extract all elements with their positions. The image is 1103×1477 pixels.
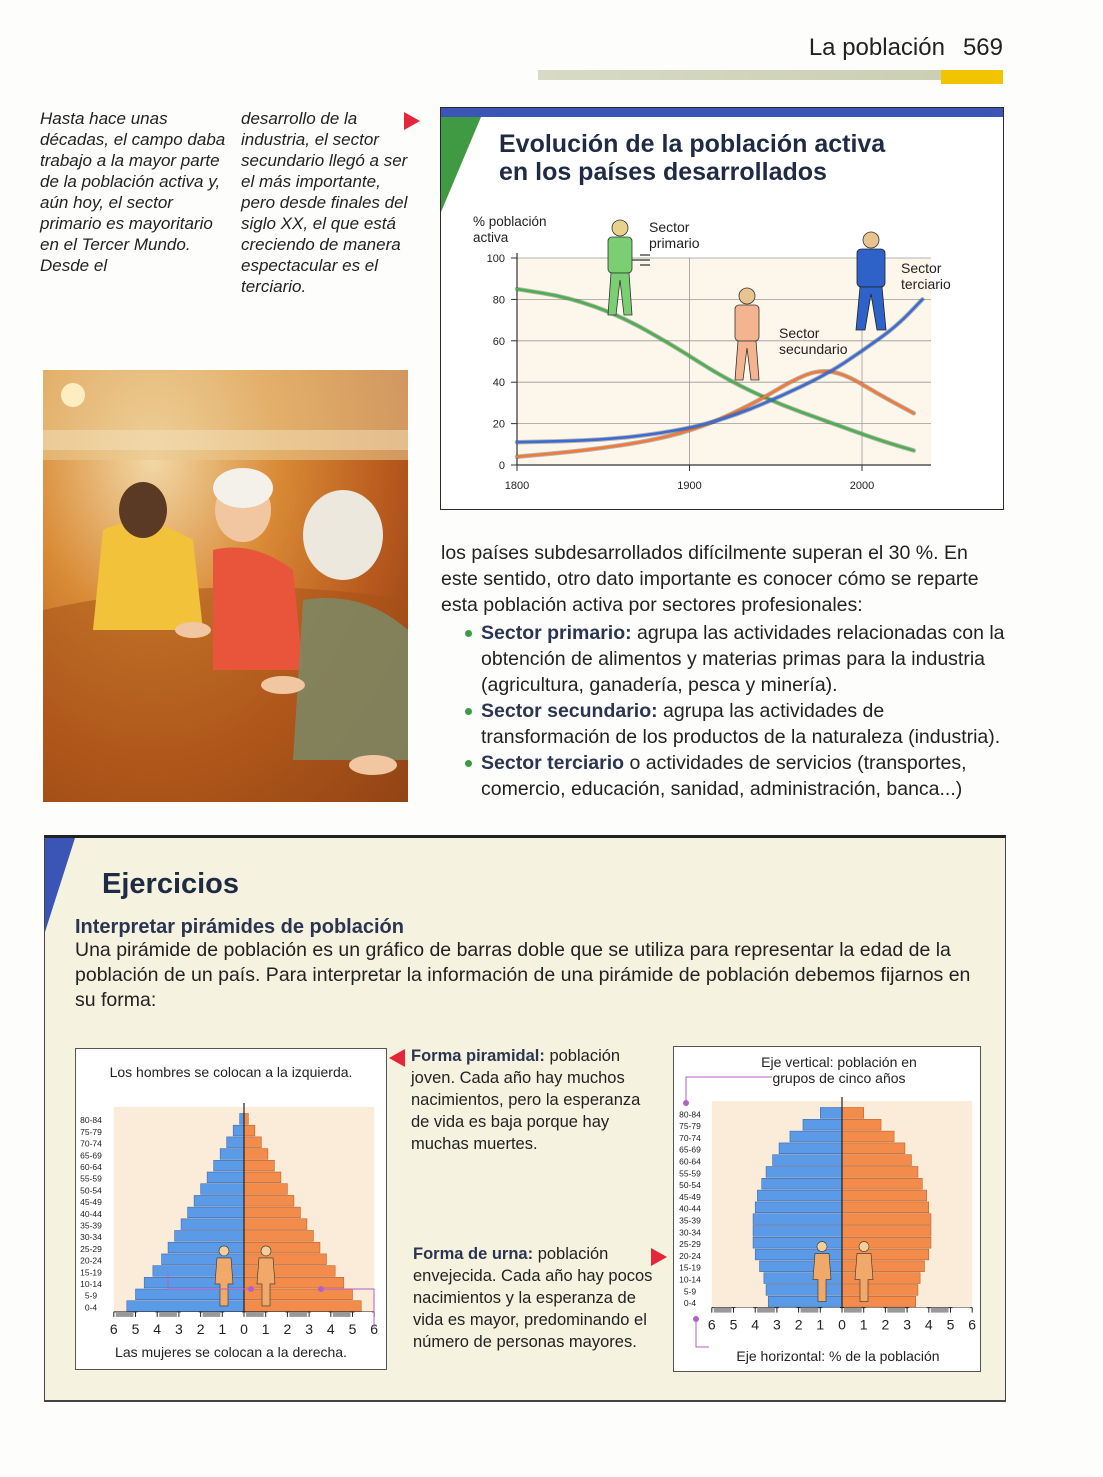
desc1-term: Forma piramidal: bbox=[411, 1047, 545, 1065]
page-header bbox=[809, 34, 1003, 62]
age-group-label: 35-39 bbox=[679, 1215, 701, 1226]
pyramid-bar-female bbox=[244, 1207, 300, 1218]
figure-head bbox=[261, 1246, 271, 1256]
exercises-intro: Una pirámide de población es un gráfico de barras doble que se utiliza para representar la edad de la población de un país. Para interpretar la información de una pirámide de población debemos fijarnos en su forma: bbox=[75, 939, 971, 1011]
pyramid-bar-female bbox=[842, 1226, 931, 1237]
photo-elderly-exercise bbox=[43, 370, 408, 802]
pointer-left-arrow-icon bbox=[389, 1049, 405, 1067]
pointer-right-arrow-icon bbox=[651, 1248, 667, 1266]
pyramid-bar-male bbox=[768, 1296, 842, 1307]
label-terciario-1: Sector bbox=[901, 260, 942, 276]
age-group-label: 75-79 bbox=[80, 1126, 102, 1137]
pyramid-bar-male bbox=[194, 1195, 244, 1206]
x-axis-label: 1 bbox=[218, 1320, 227, 1337]
x-axis-label: 6 bbox=[707, 1316, 716, 1333]
axis-segment bbox=[159, 1312, 177, 1317]
pyramid-bar-male bbox=[820, 1108, 842, 1119]
line-chart-svg bbox=[441, 108, 1003, 508]
age-group-label: 5-9 bbox=[84, 1290, 98, 1301]
axis-segment bbox=[333, 1312, 351, 1317]
list-item-primario bbox=[441, 620, 1007, 698]
exercises-subtitle: Interpretar pirámides de población bbox=[75, 916, 404, 938]
x-axis-label: 3 bbox=[773, 1316, 781, 1333]
pyramid-bar-male bbox=[753, 1214, 842, 1225]
y-tick-label: 40 bbox=[492, 377, 505, 390]
pyramid-bar-male bbox=[220, 1149, 244, 1160]
axis-segment bbox=[203, 1312, 221, 1317]
age-group-label: 20-24 bbox=[679, 1250, 701, 1261]
age-group-label: 0-4 bbox=[84, 1302, 98, 1313]
pyramid-bar-female bbox=[244, 1125, 255, 1136]
age-group-label: 50-54 bbox=[80, 1185, 102, 1196]
text-terciario: o actividades de servicios (transportes, comercio, educación, sanidad, administración, banca...) bbox=[481, 752, 967, 800]
axis-segment bbox=[822, 1308, 840, 1313]
pyramid-bar-male bbox=[753, 1237, 842, 1248]
margin-text-left: Hasta hace unas décadas, el campo daba trabajo a la mayor parte de la población activa y, aún hoy, el sector primario es mayoritario en el Tercer Mundo. Desde el bbox=[40, 109, 226, 275]
axis-segment bbox=[866, 1308, 884, 1313]
desc-piramidal bbox=[411, 1045, 643, 1155]
text-primario: agrupa las actividades relacionadas con la obtención de alimentos y materias primas para la industria (agricultura, ganadería, pesca y minería). bbox=[481, 622, 1005, 696]
y-axis-label-1: % población bbox=[473, 214, 547, 229]
x-axis-label: 2 bbox=[196, 1320, 205, 1337]
exercises-box bbox=[44, 835, 1006, 1402]
age-group-label: 55-59 bbox=[679, 1168, 701, 1179]
pyramid-bar-male bbox=[207, 1172, 244, 1183]
pyramid-bar-male bbox=[188, 1207, 244, 1218]
age-group-label: 15-19 bbox=[679, 1262, 701, 1273]
pyramid-bar-female bbox=[244, 1114, 248, 1125]
age-group-label: 10-14 bbox=[80, 1279, 102, 1289]
x-axis-label: 3 bbox=[903, 1316, 911, 1333]
x-axis-label: 4 bbox=[924, 1316, 933, 1333]
margin-text-right: desarrollo de la industria, el sector secundario llegó a ser el más importante, pero desde finales del siglo XX, el que está creciendo de manera espectacular es el terciario. bbox=[241, 109, 408, 296]
age-group-label: 35-39 bbox=[80, 1220, 102, 1231]
axis-segment bbox=[116, 1312, 134, 1317]
chart-title-line-2: en los países desarrollados bbox=[499, 158, 827, 186]
pyramid-bar-male bbox=[233, 1125, 244, 1136]
pyramid-young bbox=[75, 1048, 387, 1370]
body-intro: los países subdesarrollados difícilmente superan el 30 %. En este sentido, otro dato importante es conocer cómo se reparte esta población activa por sectores profesionales: bbox=[441, 542, 979, 616]
axis-segment bbox=[953, 1308, 971, 1313]
age-group-label: 75-79 bbox=[679, 1121, 701, 1132]
axis-segment bbox=[736, 1308, 754, 1313]
header-bar bbox=[538, 70, 1003, 80]
x-axis-label: 2 bbox=[881, 1316, 890, 1333]
chart-population-active bbox=[440, 107, 1004, 510]
x-axis-label: 6 bbox=[109, 1320, 118, 1337]
age-group-label: 40-44 bbox=[679, 1203, 701, 1214]
leader-dot bbox=[248, 1286, 254, 1292]
pyramid-bar-male bbox=[803, 1119, 842, 1130]
term-secundario: Sector secundario: bbox=[481, 700, 658, 722]
pyramid-bar-female bbox=[842, 1108, 864, 1119]
label-secundario-1: Sector bbox=[779, 325, 820, 341]
x-axis-label: 1 bbox=[816, 1316, 825, 1333]
axis-segment bbox=[779, 1308, 797, 1313]
pyramid-bar-female bbox=[244, 1301, 361, 1312]
pyramid-bar-female bbox=[842, 1155, 911, 1166]
pyramid-young-svg bbox=[76, 1049, 386, 1369]
pyramid-bar-male bbox=[779, 1143, 842, 1154]
label-primario-2: primario bbox=[649, 235, 700, 251]
pyramid-bar-male bbox=[168, 1242, 244, 1253]
x-axis-label: 1 bbox=[859, 1316, 868, 1333]
age-group-label: 60-64 bbox=[679, 1156, 701, 1167]
axis-segment bbox=[757, 1308, 775, 1313]
axis-segment bbox=[801, 1308, 819, 1313]
x-axis-label: 5 bbox=[946, 1316, 955, 1333]
pyramid-bar-female bbox=[842, 1143, 905, 1154]
axis-segment bbox=[844, 1308, 862, 1313]
age-group-label: 15-19 bbox=[80, 1267, 102, 1278]
pyramid-bar-male bbox=[790, 1131, 842, 1142]
photo-illustration bbox=[43, 370, 408, 802]
x-axis-label: 0 bbox=[838, 1316, 846, 1333]
x-axis-label: 3 bbox=[175, 1320, 183, 1337]
pyramid-old-svg bbox=[674, 1047, 980, 1371]
exercises-title: Ejercicios bbox=[102, 868, 240, 900]
pyramid-bar-female bbox=[244, 1172, 281, 1183]
axis-segment bbox=[931, 1308, 949, 1313]
axis-segment bbox=[909, 1308, 927, 1313]
pyramid1-top-label: Los hombres se colocan a la izquierda. bbox=[109, 1064, 353, 1080]
figure-head bbox=[817, 1242, 827, 1252]
pyramid2-top-label-1: Eje vertical: población en bbox=[761, 1054, 917, 1070]
age-group-label: 80-84 bbox=[80, 1115, 102, 1126]
y-tick-label: 0 bbox=[498, 460, 505, 472]
y-axis-label-2: activa bbox=[473, 230, 509, 245]
desc-urna bbox=[413, 1243, 653, 1353]
pyramid-bar-female bbox=[244, 1137, 261, 1148]
x-tick-label: 1800 bbox=[504, 480, 530, 492]
y-tick-label: 100 bbox=[486, 253, 505, 265]
axis-segment bbox=[289, 1312, 307, 1317]
x-tick-label: 1900 bbox=[677, 480, 702, 492]
axis-segment bbox=[181, 1312, 199, 1317]
pyramid1-bottom-label: Las mujeres se colocan a la derecha. bbox=[115, 1344, 347, 1360]
pyramid-bar-male bbox=[757, 1190, 842, 1201]
x-axis-label: 6 bbox=[370, 1320, 379, 1337]
label-terciario-2: terciario bbox=[901, 276, 951, 292]
pyramid-bar-female bbox=[244, 1184, 287, 1195]
x-axis-label: 4 bbox=[751, 1316, 760, 1333]
x-axis-label: 4 bbox=[326, 1320, 335, 1337]
pyramid-bar-male bbox=[762, 1178, 842, 1189]
label-primario-1: Sector bbox=[649, 219, 690, 235]
x-tick-label: 2000 bbox=[849, 480, 875, 492]
pyramid-bar-female bbox=[842, 1261, 924, 1272]
pyramid-bar-female bbox=[244, 1289, 353, 1300]
y-tick-label: 60 bbox=[492, 335, 505, 348]
x-axis-label: 5 bbox=[348, 1320, 357, 1337]
age-group-label: 55-59 bbox=[80, 1173, 102, 1184]
desc2-text: población envejecida. Cada año hay pocos nacimientos y la esperanza de vida es mayor, predominando el número de personas mayores. bbox=[413, 1245, 653, 1351]
leader-dot bbox=[318, 1286, 324, 1292]
pyramid-bar-female bbox=[244, 1219, 307, 1230]
age-group-label: 10-14 bbox=[679, 1274, 701, 1285]
list-item-terciario bbox=[441, 750, 1007, 802]
chapter-title: La población bbox=[808, 34, 945, 61]
age-group-label: 45-49 bbox=[80, 1197, 102, 1208]
pyramid-bar-female bbox=[244, 1160, 274, 1171]
x-axis-label: 0 bbox=[240, 1320, 248, 1337]
age-group-label: 80-84 bbox=[679, 1109, 701, 1120]
age-group-label: 45-49 bbox=[679, 1191, 701, 1202]
pyramid-bar-male bbox=[773, 1155, 842, 1166]
x-axis-label: 2 bbox=[794, 1316, 803, 1333]
desc1-text: población joven. Cada año hay muchos nacimientos, pero la esperanza de vida es baja porque hay muchas muertes. bbox=[411, 1047, 641, 1153]
pyramid-bar-female bbox=[244, 1242, 320, 1253]
axis-segment bbox=[714, 1308, 732, 1313]
x-axis-label: 1 bbox=[261, 1320, 270, 1337]
sector-list bbox=[441, 620, 1007, 802]
x-axis-label: 2 bbox=[283, 1320, 292, 1337]
pyramid-bar-female bbox=[842, 1190, 927, 1201]
age-group-label: 65-69 bbox=[679, 1144, 701, 1155]
axis-segment bbox=[268, 1312, 286, 1317]
x-axis-label: 5 bbox=[131, 1320, 140, 1337]
pyramid-bar-male bbox=[181, 1219, 244, 1230]
axis-segment bbox=[138, 1312, 156, 1317]
pyramid-bar-male bbox=[201, 1184, 244, 1195]
y-tick-label: 20 bbox=[492, 418, 505, 431]
age-group-label: 70-74 bbox=[80, 1138, 102, 1149]
pyramid-bar-male bbox=[240, 1114, 244, 1125]
term-terciario: Sector terciario bbox=[481, 752, 625, 774]
list-item-secundario bbox=[441, 698, 1007, 750]
age-group-label: 50-54 bbox=[679, 1180, 701, 1191]
pyramid2-bottom-label: Eje horizontal: % de la población bbox=[736, 1348, 940, 1364]
pyramid-bar-female bbox=[244, 1195, 294, 1206]
figure-head bbox=[219, 1246, 229, 1256]
pyramid-bar-female bbox=[842, 1131, 894, 1142]
pyramid-bar-female bbox=[842, 1214, 931, 1225]
pyramid-bar-female bbox=[842, 1249, 929, 1260]
pyramid-bar-female bbox=[842, 1296, 916, 1307]
pyramid-bar-female bbox=[842, 1178, 922, 1189]
age-group-label: 25-29 bbox=[80, 1243, 102, 1254]
pyramid-bar-female bbox=[244, 1231, 313, 1242]
leader-dot bbox=[693, 1316, 699, 1322]
leader-dot bbox=[683, 1100, 689, 1106]
pyramid-bar-female bbox=[842, 1167, 918, 1178]
age-group-label: 65-69 bbox=[80, 1150, 102, 1161]
pyramid-bar-male bbox=[175, 1231, 244, 1242]
pyramid-bar-male bbox=[227, 1137, 244, 1148]
age-group-label: 40-44 bbox=[80, 1208, 102, 1219]
axis-segment bbox=[887, 1308, 905, 1313]
axis-segment bbox=[246, 1312, 264, 1317]
desc2-term: Forma de urna: bbox=[413, 1245, 534, 1263]
pyramid-bar-male bbox=[755, 1202, 842, 1213]
pyramid-bar-female bbox=[244, 1254, 326, 1265]
age-group-label: 0-4 bbox=[683, 1298, 697, 1309]
pyramid-bar-male bbox=[753, 1226, 842, 1237]
x-axis-label: 5 bbox=[729, 1316, 738, 1333]
pyramid-bar-female bbox=[842, 1202, 929, 1213]
leader-line bbox=[686, 1077, 772, 1103]
chart-title-line-1: Evolución de la población activa bbox=[499, 130, 886, 158]
age-group-label: 30-34 bbox=[80, 1232, 102, 1243]
pyramid-bar-male bbox=[766, 1285, 842, 1296]
pyramid-bar-male bbox=[214, 1160, 244, 1171]
figure-head bbox=[859, 1242, 869, 1252]
label-secundario-2: secundario bbox=[779, 341, 848, 357]
pyramid-bar-female bbox=[842, 1273, 920, 1284]
pyramid-bar-female bbox=[842, 1119, 881, 1130]
pyramid-bar-male bbox=[766, 1167, 842, 1178]
body-text bbox=[441, 540, 1007, 802]
pyramid-bar-female bbox=[842, 1285, 918, 1296]
x-axis-label: 3 bbox=[305, 1320, 313, 1337]
x-axis-label: 4 bbox=[153, 1320, 162, 1337]
pyramid-old bbox=[673, 1046, 981, 1372]
text-secundario: agrupa las actividades de transformación de los productos de la naturaleza (industria). bbox=[481, 700, 1001, 748]
pyramid-bar-female bbox=[244, 1149, 268, 1160]
pyramid2-top-label-2: grupos de cinco años bbox=[772, 1070, 906, 1086]
page-number: 569 bbox=[962, 34, 1003, 61]
age-group-label: 5-9 bbox=[683, 1286, 697, 1297]
age-group-label: 60-64 bbox=[80, 1162, 102, 1172]
exercises-corner-decoration bbox=[45, 838, 75, 932]
y-tick-label: 80 bbox=[492, 294, 505, 307]
axis-segment bbox=[224, 1312, 242, 1317]
age-group-label: 70-74 bbox=[679, 1132, 701, 1143]
age-group-label: 20-24 bbox=[80, 1255, 102, 1266]
axis-segment bbox=[311, 1312, 329, 1317]
axis-segment bbox=[355, 1312, 373, 1317]
term-primario: Sector primario: bbox=[481, 622, 632, 644]
pointer-arrow-icon bbox=[404, 112, 420, 130]
pyramid-bar-female bbox=[842, 1237, 931, 1248]
age-group-label: 25-29 bbox=[679, 1239, 701, 1250]
x-axis-label: 6 bbox=[968, 1316, 977, 1333]
age-group-label: 30-34 bbox=[679, 1227, 701, 1238]
